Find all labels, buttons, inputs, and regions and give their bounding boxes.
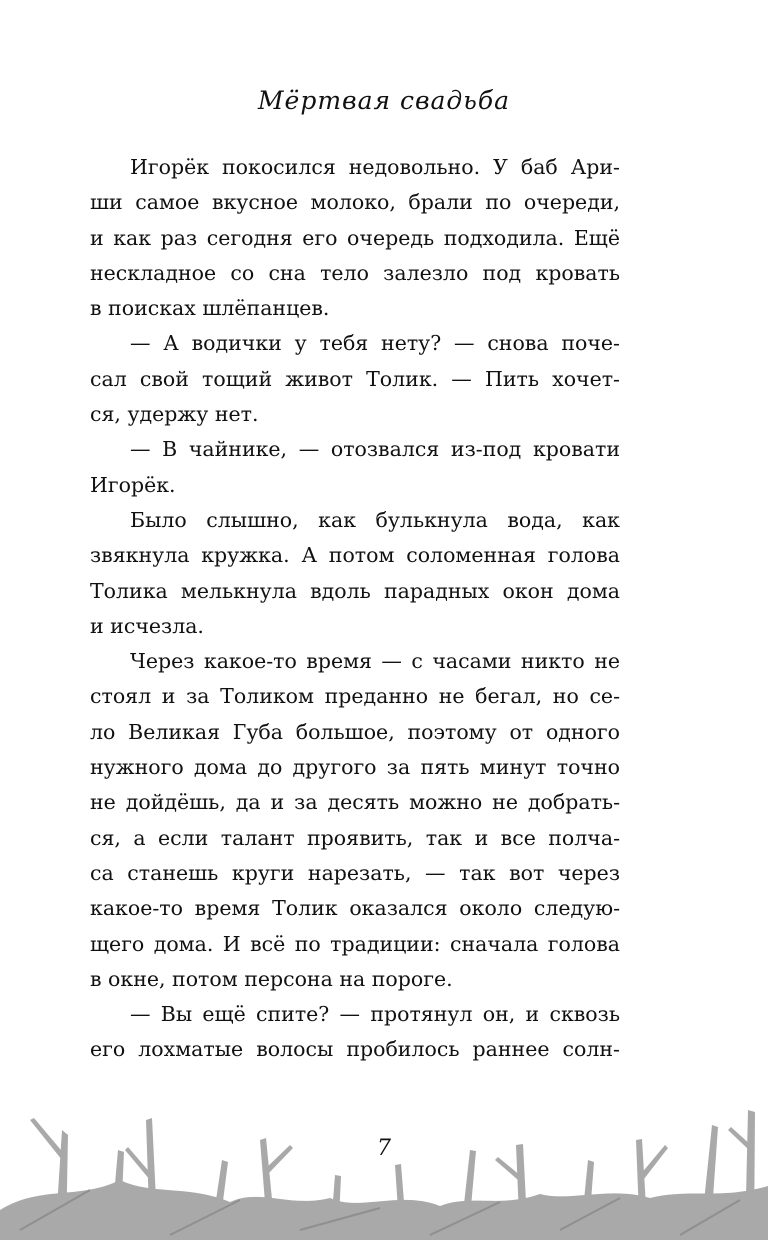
text-line: звякнула кружка. А потом соломенная голова	[90, 543, 620, 568]
text-line: ло Великая Губа большое, поэтому от одного	[90, 719, 620, 744]
text-line: — А водички у тебя нету? — снова поче-	[130, 331, 620, 356]
text-line: Игорёк покосился недовольно. У баб Ари-	[130, 155, 620, 179]
text-line: сал свой тощий живот Толик. — Пить хочет-	[90, 366, 620, 391]
text-line: Было слышно, как булькнула вода, как	[130, 507, 620, 532]
text-line: са станешь круги нарезать, — так вот через	[90, 860, 620, 885]
text-line: Игорёк.	[90, 472, 176, 497]
text-line: и исчезла.	[90, 613, 204, 638]
text-line: Толика мелькнула вдоль парадных окон дома	[90, 578, 620, 603]
text-line: щего дома. И всё по традиции: сначала голова	[90, 931, 620, 956]
text-line: нескладное со сна тело залезло под кровать	[90, 260, 620, 285]
text-line: в поисках шлёпанцев.	[90, 296, 330, 321]
page-number: 7	[377, 1136, 391, 1161]
text-line: ся, а если талант проявить, так и все полча-	[90, 825, 620, 850]
grass-illustration	[0, 1090, 768, 1240]
text-line: не дойдёшь, да и за десять можно не добрать-	[90, 790, 620, 815]
text-line: стоял и за Толиком преданно не бегал, но се-	[90, 684, 620, 709]
text-line: ся, удержу нет.	[90, 402, 259, 427]
text-line: Через какое-то время — с часами никто не	[130, 649, 620, 674]
text-line: и как раз сегодня его очередь подходила. Ещё	[90, 225, 620, 250]
text-line: ши самое вкусное молоко, брали по очереди,	[90, 190, 620, 215]
text-line: его лохматые волосы пробилось раннее солн-	[90, 1037, 620, 1062]
running-title: Мёртвая свадьба	[257, 86, 511, 115]
text-line: нужного дома до другого за пять минут точно	[90, 755, 620, 780]
text-line: — В чайнике, — отозвался из-под кровати	[130, 437, 620, 462]
text-line: — Вы ещё спите? — протянул он, и сквозь	[130, 1002, 620, 1027]
body-text	[90, 150, 620, 1068]
text-line: в окне, потом персона на пороге.	[90, 966, 453, 991]
text-line: какое-то время Толик оказался около следую-	[90, 896, 620, 921]
